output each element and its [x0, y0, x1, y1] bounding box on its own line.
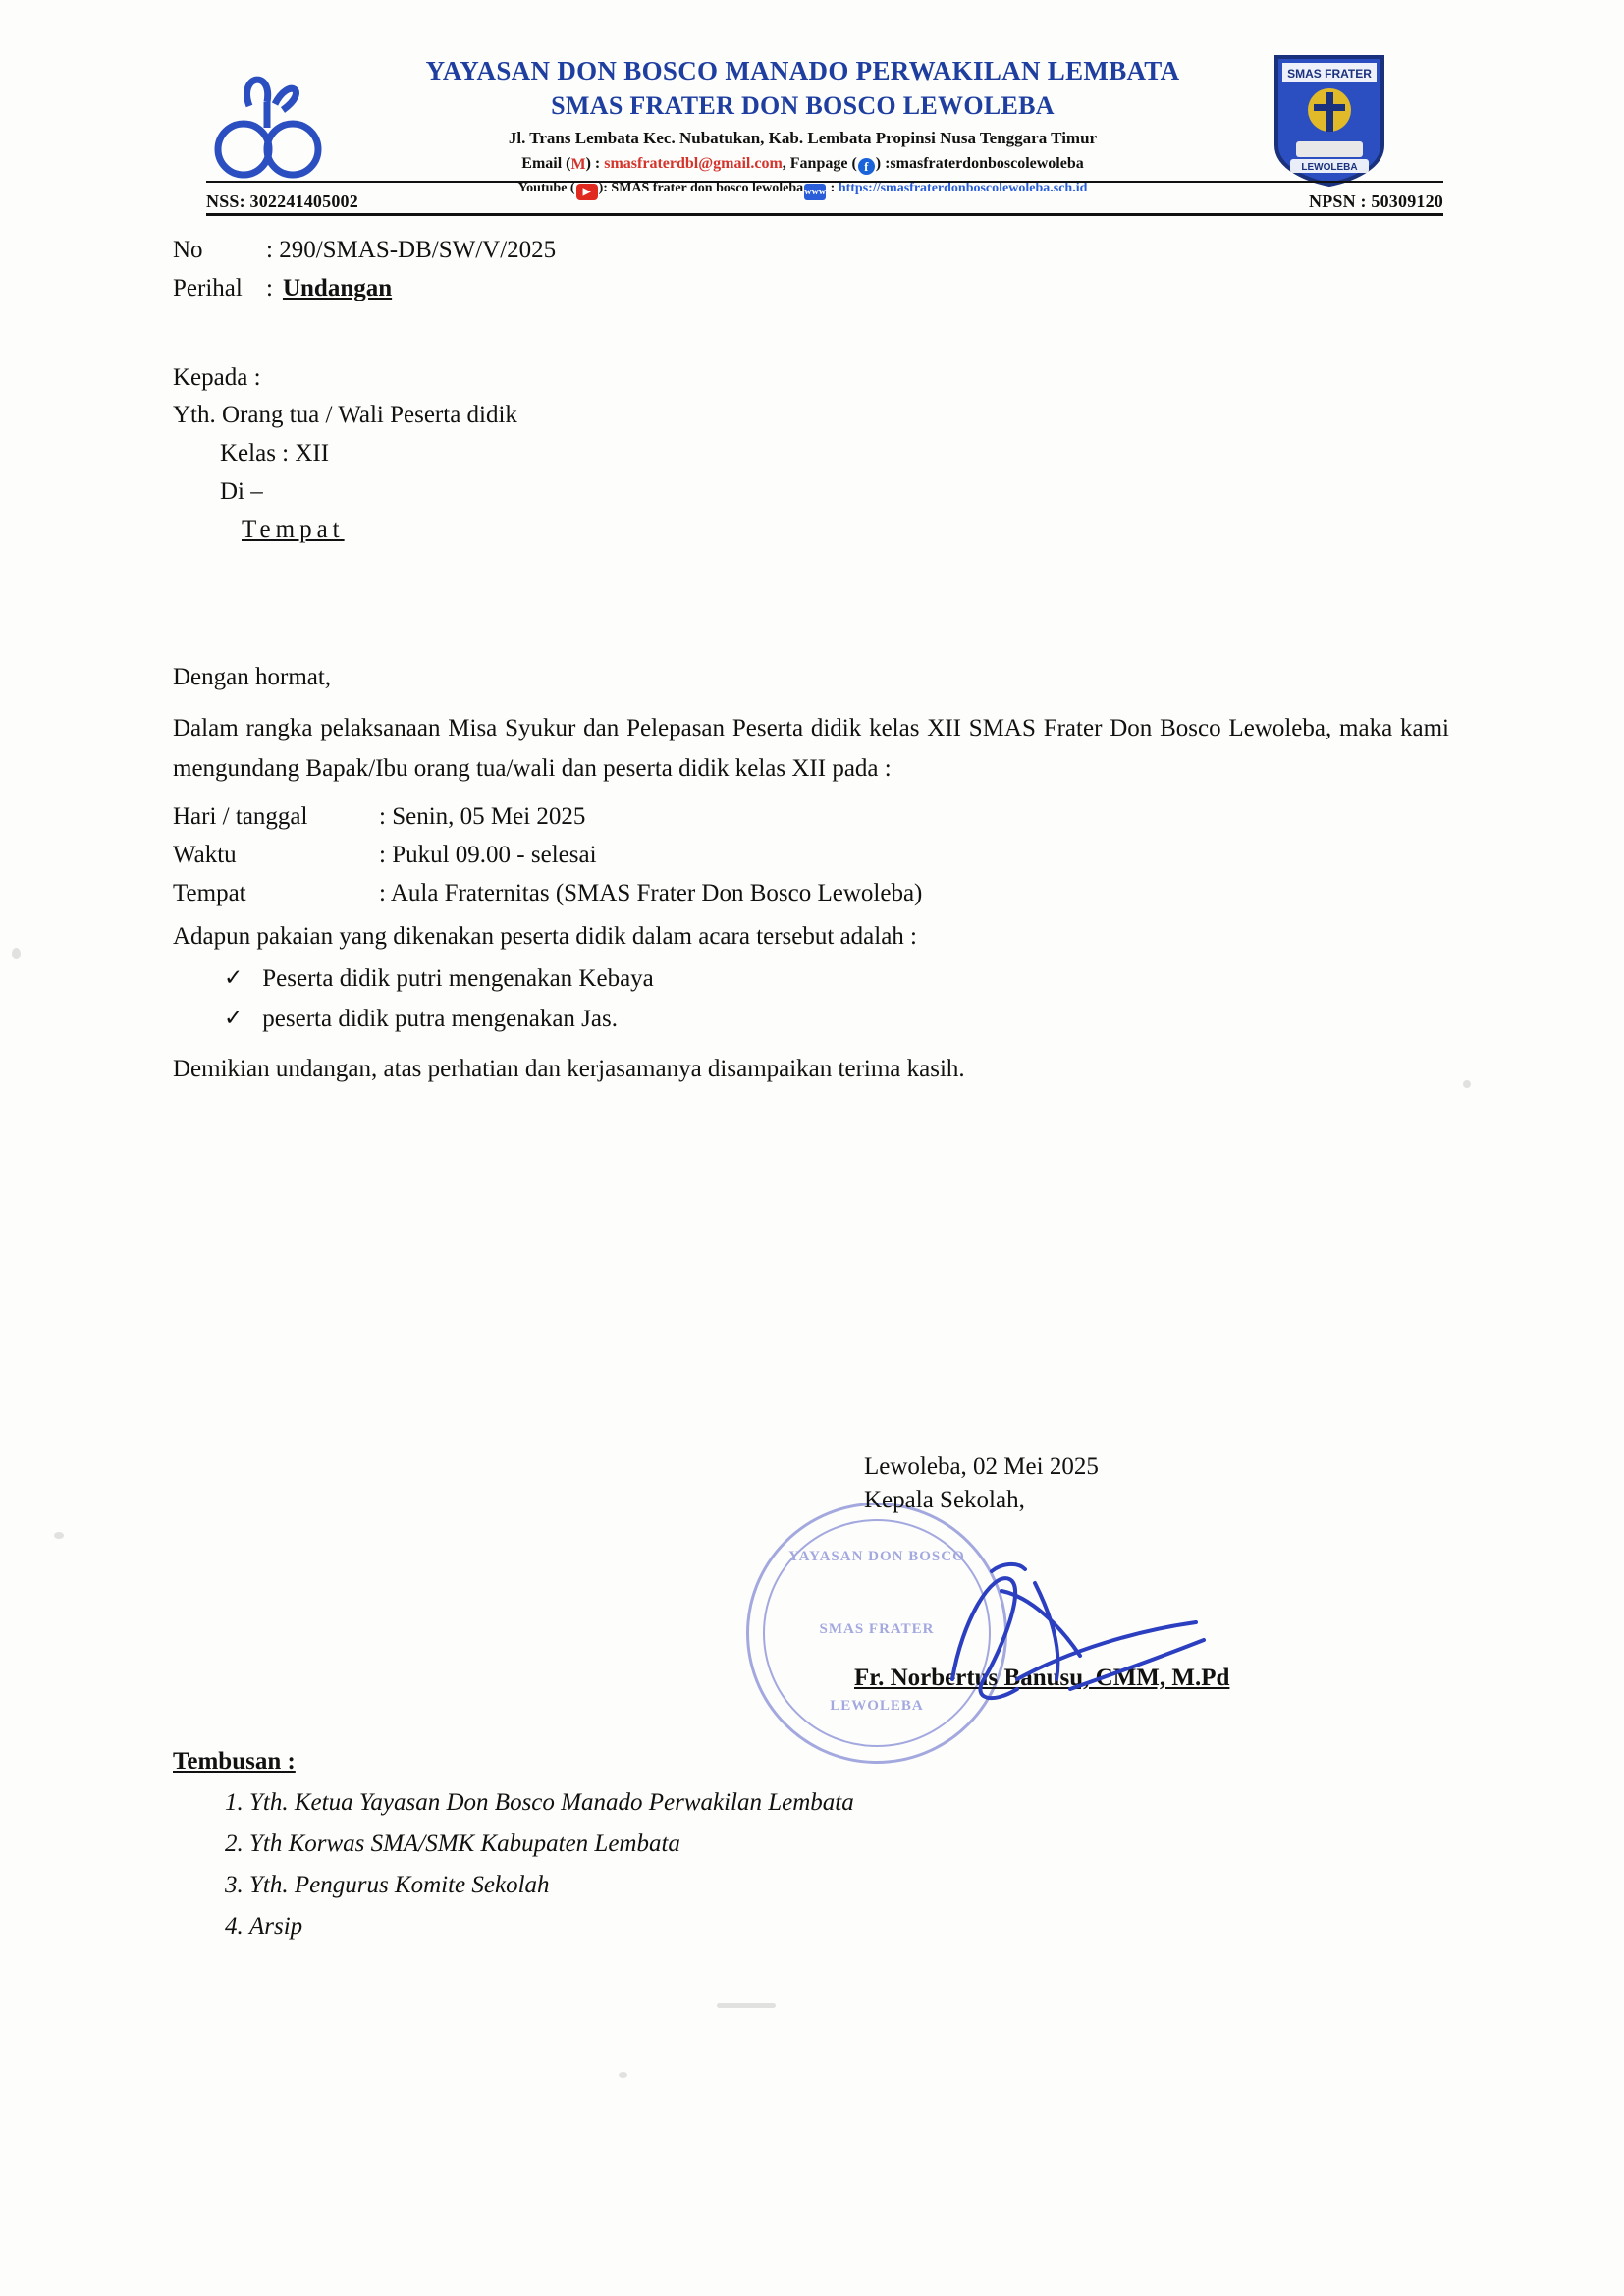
detail-key: Tempat	[173, 879, 246, 906]
letter-number-label: No	[173, 237, 203, 263]
scan-speck	[12, 948, 21, 959]
scan-speck	[619, 2072, 627, 2078]
website-url[interactable]: https://smasfraterdonboscolewoleba.sch.id	[838, 180, 1088, 195]
cc-title: Tembusan :	[173, 1748, 296, 1775]
youtube-icon: ▶	[576, 184, 598, 200]
website-label: :	[827, 180, 839, 195]
detail-row	[173, 837, 1449, 875]
contact-line-email: Email (M) : smasfraterdbl@gmail.com, Fanpage ( f ) :smasfraterdonboscolewoleba	[521, 154, 1084, 174]
scan-speck	[1463, 1080, 1471, 1088]
addressee-class: Kelas : XII	[220, 440, 330, 466]
email-address[interactable]: smasfraterdbl@gmail.com	[604, 154, 783, 172]
globe-icon: www	[804, 184, 826, 200]
addressee-place: Tempat	[242, 516, 345, 543]
cc-section	[173, 1748, 1351, 1954]
stamp-text-bottom: LEWOLEBA	[830, 1698, 924, 1714]
detail-key: Hari / tanggal	[173, 803, 308, 830]
addressee-name: Yth. Orang tua / Wali Peserta didik	[173, 402, 517, 429]
list-item: 4. Arsip	[249, 1913, 1351, 1941]
detail-row	[173, 875, 1449, 913]
fanpage-value: ) :smasfraterdonboscolewoleba	[875, 154, 1084, 172]
list-item: 3. Yth. Pengurus Komite Sekolah	[249, 1872, 1351, 1899]
letter-subject-value: Undangan	[282, 274, 393, 301]
svg-text:SMAS FRATER: SMAS FRATER	[1287, 67, 1372, 81]
addressee-heading: Kepada :	[173, 363, 261, 391]
youtube-value: ): SMAS frater don bosco lewoleba	[598, 180, 804, 195]
header-divider-top	[206, 181, 1443, 183]
official-stamp	[746, 1503, 1007, 1764]
facebook-icon: f	[858, 158, 875, 175]
npsn-number: NPSN : 50309120	[1309, 191, 1443, 211]
detail-key: Waktu	[173, 841, 237, 868]
addressee-di: Di –	[220, 477, 263, 505]
letterhead	[177, 39, 1473, 216]
check-icon: ✓	[224, 1005, 244, 1030]
list-item: 1. Yth. Ketua Yayasan Don Bosco Manado Perwakilan Lembata	[249, 1789, 1351, 1817]
header-divider-bottom	[206, 213, 1443, 216]
list-item	[224, 1001, 1449, 1039]
list-item-label: peserta didik putra mengenakan Jas.	[262, 1005, 618, 1032]
cc-list	[173, 1789, 1351, 1941]
organization-name: YAYASAN DON BOSCO MANADO PERWAKILAN LEMBATA	[425, 56, 1180, 85]
check-icon: ✓	[224, 965, 244, 990]
stamp-text-mid: SMAS FRATER	[819, 1621, 935, 1637]
salutation: Dengan hormat,	[173, 664, 332, 691]
scan-speck	[717, 2003, 776, 2008]
stamp-text-top: YAYASAN DON BOSCO	[788, 1549, 965, 1564]
school-name: SMAS FRATER DON BOSCO LEWOLEBA	[551, 90, 1055, 120]
email-label: Email (	[521, 154, 571, 172]
closing-paragraph: Demikian undangan, atas perhatian dan kerjasamanya disampaikan terima kasih.	[173, 1055, 965, 1082]
letter-body	[173, 232, 1449, 1088]
list-item	[224, 960, 1449, 999]
scan-speck	[54, 1532, 64, 1539]
detail-value: : Aula Fraternitas (SMAS Frater Don Bosco Lewoleba)	[379, 879, 923, 906]
nss-number: NSS: 302241405002	[206, 191, 358, 211]
detail-row	[173, 798, 1449, 837]
letter-number-value: : 290/SMAS-DB/SW/V/2025	[266, 237, 557, 263]
signatory-name: Fr. Norbertus Banusu, CMM, M.Pd	[854, 1665, 1230, 1691]
letter-subject-label: Perihal	[173, 274, 243, 301]
youtube-label: Youtube (	[517, 180, 575, 195]
letter-number-row	[173, 232, 1449, 270]
dresscode-list	[173, 960, 1449, 1039]
letterhead-text	[344, 55, 1262, 200]
letter-subject-row	[173, 270, 1449, 308]
school-logo-icon	[204, 67, 332, 185]
letter-subject-colon: :	[266, 274, 273, 301]
signature-place-date: Lewoleba, 02 Mei 2025	[864, 1453, 1099, 1480]
school-address: Jl. Trans Lembata Kec. Nubatukan, Kab. Lembata Propinsi Nusa Tenggara Timur	[508, 129, 1098, 148]
dresscode-intro: Adapun pakaian yang dikenakan peserta didik dalam acara tersebut adalah :	[173, 923, 918, 951]
detail-value: : Pukul 09.00 - selesai	[379, 841, 597, 868]
school-badge-icon	[1271, 51, 1388, 189]
svg-text:LEWOLEBA: LEWOLEBA	[1301, 162, 1358, 173]
mail-icon: M	[570, 155, 586, 173]
list-item: 2. Yth Korwas SMA/SMK Kabupaten Lembata	[249, 1831, 1351, 1858]
detail-value: : Senin, 05 Mei 2025	[379, 803, 586, 830]
list-item-label: Peserta didik putri mengenakan Kebaya	[262, 965, 654, 992]
fanpage-label: , Fanpage (	[782, 154, 857, 172]
body-paragraph: Dalam rangka pelaksanaan Misa Syukur dan Pelepasan Peserta didik kelas XII SMAS Frater Don Bosco Lewoleba, maka kami mengundang Bapak/Ibu orang tua/wali dan peserta didik kelas XII pada :	[173, 715, 1449, 782]
signature-position: Kepala Sekolah,	[864, 1487, 1025, 1513]
